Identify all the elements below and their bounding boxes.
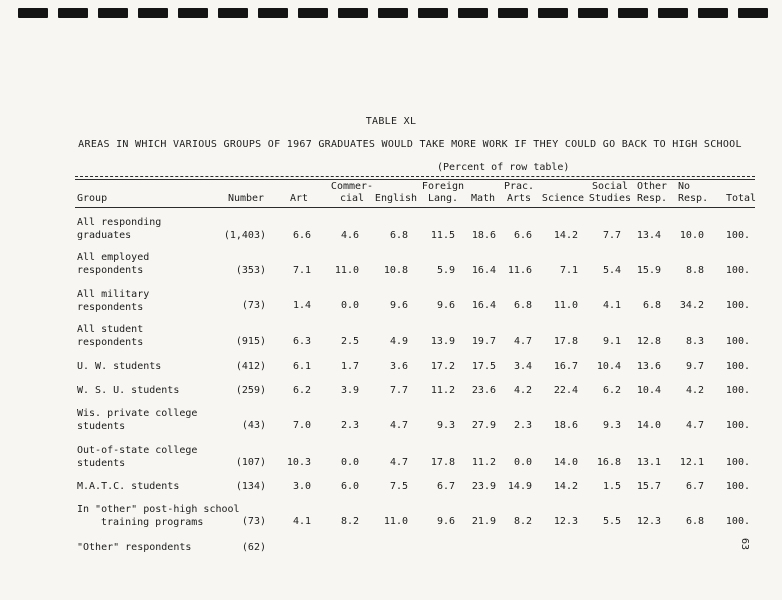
cell-number: (353) [235, 265, 266, 276]
cell-commercial: 4.6 [340, 230, 359, 241]
cell-noresp: 34.2 [679, 300, 704, 311]
header-social-studies [585, 181, 635, 205]
header-number: Number [227, 193, 265, 204]
cell-number: (1,403) [223, 230, 266, 241]
header-bottom-rule [75, 207, 755, 208]
cell-social: 1.5 [602, 481, 621, 492]
cell-number: (412) [235, 361, 266, 372]
cell-social: 5.5 [602, 516, 621, 527]
cell-other: 13.6 [636, 361, 661, 372]
row-group-line1: All student [77, 324, 144, 335]
cell-total: 100. [725, 481, 750, 492]
row-group-line2: respondents [77, 302, 144, 313]
cell-science: 14.2 [553, 481, 578, 492]
perforation-mark [578, 8, 608, 18]
cell-total: 100. [725, 457, 750, 468]
header-foreign-line2: Lang. [427, 193, 459, 204]
cell-english: 3.6 [389, 361, 408, 372]
cell-social: 10.4 [596, 361, 621, 372]
cell-foreign: 17.8 [430, 457, 455, 468]
cell-foreign: 6.7 [436, 481, 455, 492]
cell-noresp: 4.7 [685, 420, 704, 431]
cell-commercial: 0.0 [340, 457, 359, 468]
row-group-line2: training programs [101, 517, 204, 528]
cell-prac: 6.6 [513, 230, 532, 241]
cell-commercial: 11.0 [334, 265, 359, 276]
cell-english: 11.0 [383, 516, 408, 527]
header-top-rule-2 [75, 179, 755, 180]
cell-commercial: 1.7 [340, 361, 359, 372]
row-group-line2: students [77, 421, 126, 432]
cell-prac: 8.2 [513, 516, 532, 527]
perforation-mark [378, 8, 408, 18]
header-social-line2: Studies [588, 193, 632, 204]
row-group-label: "Other" respondents [77, 542, 192, 553]
cell-english: 7.5 [389, 481, 408, 492]
cell-english: 9.6 [389, 300, 408, 311]
cell-foreign: 9.6 [436, 300, 455, 311]
header-other-line2: Resp. [636, 193, 668, 204]
cell-social: 6.2 [602, 385, 621, 396]
cell-social: 16.8 [596, 457, 621, 468]
cell-number: (73) [241, 516, 266, 527]
header-science: Science [541, 193, 585, 204]
cell-prac: 4.7 [513, 336, 532, 347]
cell-noresp: 12.1 [679, 457, 704, 468]
cell-art: 6.6 [292, 230, 311, 241]
cell-total: 100. [725, 230, 750, 241]
row-group-line1: All military [77, 289, 150, 300]
cell-english: 4.7 [389, 457, 408, 468]
cell-other: 10.4 [636, 385, 661, 396]
cell-foreign: 17.2 [430, 361, 455, 372]
cell-other: 6.8 [642, 300, 661, 311]
cell-other: 14.0 [636, 420, 661, 431]
cell-total: 100. [725, 361, 750, 372]
cell-art: 6.2 [292, 385, 311, 396]
perforation-mark [498, 8, 528, 18]
cell-number: (134) [235, 481, 266, 492]
cell-art: 4.1 [292, 516, 311, 527]
page-number: 63 [739, 538, 750, 551]
cell-total: 100. [725, 385, 750, 396]
cell-commercial: 8.2 [340, 516, 359, 527]
cell-noresp: 9.7 [685, 361, 704, 372]
row-group-line2: respondents [77, 265, 144, 276]
cell-foreign: 13.9 [430, 336, 455, 347]
cell-prac: 14.9 [507, 481, 532, 492]
cell-number: (73) [241, 300, 266, 311]
row-group-label [77, 444, 197, 470]
header-nores-line1: No [678, 181, 691, 192]
perforation-mark [418, 8, 448, 18]
cell-number: (43) [241, 420, 266, 431]
perforation-mark [618, 8, 648, 18]
cell-prac: 11.6 [507, 265, 532, 276]
cell-math: 23.6 [471, 385, 496, 396]
perforation-mark [698, 8, 728, 18]
perforation-mark [178, 8, 208, 18]
cell-math: 11.2 [471, 457, 496, 468]
perforation-mark [218, 8, 248, 18]
cell-prac: 3.4 [513, 361, 532, 372]
cell-art: 6.3 [292, 336, 311, 347]
perforation-mark [658, 8, 688, 18]
cell-number: (62) [241, 542, 266, 553]
cell-math: 16.4 [471, 265, 496, 276]
cell-science: 18.6 [553, 420, 578, 431]
cell-other: 13.1 [636, 457, 661, 468]
row-group-line1: In "other" post-high school [77, 504, 240, 515]
cell-commercial: 2.3 [340, 420, 359, 431]
cell-total: 100. [725, 300, 750, 311]
row-group-line1: Out-of-state college [77, 445, 198, 456]
perforation-mark [138, 8, 168, 18]
cell-foreign: 11.5 [430, 230, 455, 241]
cell-math: 19.7 [471, 336, 496, 347]
cell-art: 1.4 [292, 300, 311, 311]
row-group-line1: Wis. private college [77, 408, 198, 419]
perforation-mark [338, 8, 368, 18]
row-group-line2: students [77, 458, 126, 469]
perforation-mark [18, 8, 48, 18]
table-subtitle: AREAS IN WHICH VARIOUS GROUPS OF 1967 GRADUATES WOULD TAKE MORE WORK IF THEY COULD GO BACK TO HIGH SCHOOL [78, 139, 742, 150]
cell-other: 13.4 [636, 230, 661, 241]
perforation-mark [258, 8, 288, 18]
cell-english: 4.7 [389, 420, 408, 431]
header-art: Art [289, 193, 309, 204]
cell-noresp: 4.2 [685, 385, 704, 396]
cell-total: 100. [725, 336, 750, 347]
cell-commercial: 2.5 [340, 336, 359, 347]
cell-noresp: 6.7 [685, 481, 704, 492]
cell-social: 4.1 [602, 300, 621, 311]
cell-science: 17.8 [553, 336, 578, 347]
row-group-label [77, 407, 197, 433]
perforation-mark [298, 8, 328, 18]
header-prac-line1: Prac. [503, 181, 535, 192]
header-social-line1: Social [591, 181, 629, 192]
row-group-label: M.A.T.C. students [77, 481, 180, 492]
header-foreign-lang [420, 181, 466, 205]
header-nores-line2: Resp. [678, 193, 709, 204]
cell-prac: 0.0 [513, 457, 532, 468]
cell-social: 5.4 [602, 265, 621, 276]
header-other-line1: Other [636, 181, 668, 192]
cell-noresp: 8.8 [685, 265, 704, 276]
cell-total: 100. [725, 516, 750, 527]
cell-math: 27.9 [471, 420, 496, 431]
cell-other: 15.9 [636, 265, 661, 276]
cell-foreign: 9.3 [436, 420, 455, 431]
perforation-mark [98, 8, 128, 18]
cell-math: 21.9 [471, 516, 496, 527]
cell-number: (259) [235, 385, 266, 396]
row-group-line1: All employed [77, 252, 150, 263]
cell-math: 23.9 [471, 481, 496, 492]
cell-science: 14.0 [553, 457, 578, 468]
cell-science: 14.2 [553, 230, 578, 241]
perforation-mark [458, 8, 488, 18]
perforation-mark [738, 8, 768, 18]
cell-foreign: 9.6 [436, 516, 455, 527]
cell-commercial: 6.0 [340, 481, 359, 492]
header-total: Total [725, 193, 757, 204]
header-top-rule [75, 176, 755, 177]
cell-science: 16.7 [553, 361, 578, 372]
perforation-mark [58, 8, 88, 18]
cell-social: 7.7 [602, 230, 621, 241]
cell-other: 12.3 [636, 516, 661, 527]
cell-prac: 2.3 [513, 420, 532, 431]
cell-art: 7.0 [292, 420, 311, 431]
cell-art: 10.3 [286, 457, 311, 468]
cell-science: 11.0 [553, 300, 578, 311]
header-prac-arts [501, 181, 537, 205]
cell-other: 15.7 [636, 481, 661, 492]
cell-math: 16.4 [471, 300, 496, 311]
perforation-strip [0, 8, 782, 20]
table-title: TABLE XL [365, 116, 417, 127]
cell-english: 10.8 [383, 265, 408, 276]
header-commercial-line2: cial [339, 193, 365, 204]
cell-art: 6.1 [292, 361, 311, 372]
cell-foreign: 5.9 [436, 265, 455, 276]
cell-foreign: 11.2 [430, 385, 455, 396]
cell-prac: 4.2 [513, 385, 532, 396]
cell-number: (107) [235, 457, 266, 468]
header-prac-line2: Arts [506, 193, 532, 204]
cell-noresp: 10.0 [679, 230, 704, 241]
cell-commercial: 0.0 [340, 300, 359, 311]
cell-noresp: 8.3 [685, 336, 704, 347]
cell-math: 18.6 [471, 230, 496, 241]
header-foreign-line1: Foreign [421, 181, 465, 192]
cell-math: 17.5 [471, 361, 496, 372]
cell-social: 9.3 [602, 420, 621, 431]
cell-noresp: 6.8 [685, 516, 704, 527]
percent-note: (Percent of row table) [437, 162, 570, 173]
row-group-label [77, 216, 161, 242]
row-group-label [77, 251, 149, 277]
row-group-label [77, 288, 149, 314]
row-group-line1: All responding [77, 217, 162, 228]
cell-art: 3.0 [292, 481, 311, 492]
header-other-resp [632, 181, 672, 205]
cell-art: 7.1 [292, 265, 311, 276]
cell-science: 7.1 [559, 265, 578, 276]
cell-science: 12.3 [553, 516, 578, 527]
cell-science: 22.4 [553, 385, 578, 396]
cell-english: 4.9 [389, 336, 408, 347]
header-group: Group [77, 193, 108, 204]
row-group-label: W. S. U. students [77, 385, 180, 396]
header-no-resp [678, 181, 718, 205]
cell-social: 9.1 [602, 336, 621, 347]
cell-total: 100. [725, 265, 750, 276]
cell-english: 6.8 [389, 230, 408, 241]
cell-number: (915) [235, 336, 266, 347]
row-group-line2: graduates [77, 230, 132, 241]
perforation-mark [538, 8, 568, 18]
row-group-label: U. W. students [77, 361, 162, 372]
cell-english: 7.7 [389, 385, 408, 396]
cell-other: 12.8 [636, 336, 661, 347]
cell-prac: 6.8 [513, 300, 532, 311]
row-group-label [77, 323, 143, 349]
row-group-label [77, 503, 240, 529]
header-commercial-line1: Commer- [330, 181, 374, 192]
row-group-line2: respondents [77, 337, 144, 348]
cell-commercial: 3.9 [340, 385, 359, 396]
header-english: English [374, 193, 418, 204]
cell-total: 100. [725, 420, 750, 431]
header-math: Math [470, 193, 496, 204]
